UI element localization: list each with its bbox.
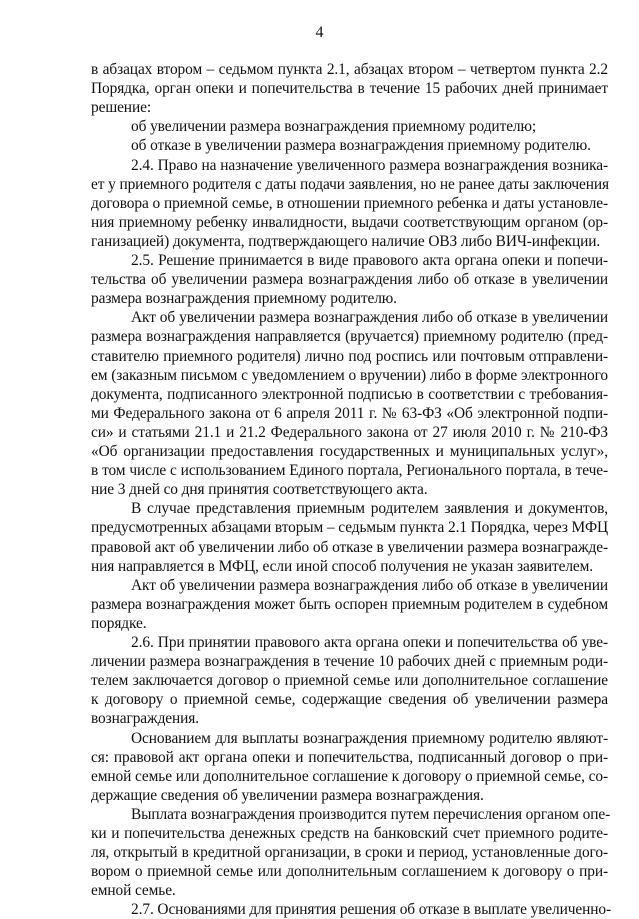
- text-line: ния приемному ребенку инвалидности, выдачи соответствующим органом (ор-: [91, 213, 608, 231]
- text-line: ставителю приемного родителя) лично под роспись или почтовым отправлени-: [91, 347, 608, 365]
- text-line: си» и статьями 21.1 и 21.2 Федерального закона от 27 июля 2010 г. № 210-ФЗ: [91, 423, 608, 441]
- text-line: ганизацией) документа, подтверждающего наличие ОВЗ либо ВИЧ-инфекции.: [91, 232, 601, 250]
- page-number: 4: [315, 24, 324, 41]
- text-line: правовой акт об увеличении либо об отказе в увеличении размера вознагражде-: [91, 538, 608, 556]
- text-line: в абзацах втором – седьмом пункта 2.1, абзацах втором – четвертом пункта 2.2: [91, 61, 608, 78]
- text-line: держащие сведения об увеличении размера вознаграждения.: [91, 786, 484, 804]
- text-line: ем (заказным письмом с уведомлением о вручении) либо в форме электронного: [91, 366, 608, 384]
- text-line: ми Федерального закона от 6 апреля 2011 г. № 63-ФЗ «Об электронной подпи-: [91, 404, 608, 422]
- text-line: 2.6. При принятии правового акта органа опеки и попечительства об уве-: [131, 634, 608, 651]
- text-line: 2.5. Решение принимается в виде правового акта органа опеки и попечи-: [131, 252, 608, 269]
- text-line: ся: правовой акт органа опеки и попечительства, подписанный договор о при-: [91, 748, 608, 766]
- text-line: об отказе в увеличении размера вознаграждения приемному родителю.: [131, 137, 591, 155]
- text-line: размера вознаграждения приемному родителю.: [91, 290, 397, 308]
- text-line: ния направляется в МФЦ, если иной способ получения не указан заявителем.: [91, 557, 594, 575]
- text-line: Выплата вознаграждения производится путем перечисления органом опе-: [131, 805, 611, 823]
- text-line: об увеличении размера вознаграждения приемному родителю;: [131, 118, 537, 136]
- text-line: вором о приемной семье или дополнительным соглашением к договору о при-: [91, 863, 608, 881]
- text-line: 2.7. Основаниями для принятия решения об отказе в выплате увеличенно-: [131, 901, 611, 919]
- text-line: Основанием для выплаты вознаграждения приемному родителю являют-: [131, 729, 608, 747]
- text-line: емной семье.: [91, 882, 176, 900]
- text-line: «Об организации предоставления государственных и муниципальных услуг»,: [91, 443, 608, 460]
- text-line: ля, открытый в кредитной организации, в сроки и период, установленные дого-: [91, 844, 608, 862]
- text-line: размера вознаграждения направляется (вручается) приемному родителю (пред-: [91, 328, 608, 346]
- text-line: Порядка, орган опеки и попечительства в течение 15 рабочих дней принимает: [91, 80, 608, 98]
- text-line: телем заключается договор о приемной семье или дополнительное соглашение: [91, 672, 608, 690]
- text-line: В случае представления приемным родителем заявления и документов,: [131, 500, 608, 518]
- text-line: Акт об увеличении размера вознаграждения либо об отказе в увеличении: [131, 309, 608, 327]
- text-line: Акт об увеличении размера вознаграждения либо об отказе в увеличении: [131, 576, 608, 594]
- text-line: решение:: [91, 99, 151, 117]
- text-line: ние 3 дней со дня принятия соответствующего акта.: [91, 481, 428, 499]
- text-line: ки и попечительства денежных средств на банковский счет приемного родите-: [91, 825, 608, 842]
- text-line: документа, подписанного электронной подписью в соответствии с требования-: [91, 385, 608, 403]
- text-line: личении размера вознаграждения в течение 10 рабочих дней с приемным роди-: [91, 653, 608, 671]
- text-line: к договору о приемной семье, содержащие сведения об увеличении размера: [91, 691, 608, 709]
- text-line: договора о приемной семье, в отношении приемного ребенка и даты установле-: [91, 194, 608, 212]
- text-line: 2.4. Право на назначение увеличенного размера вознаграждения возника-: [131, 156, 608, 174]
- text-line: вознаграждения.: [91, 710, 200, 728]
- text-line: предусмотренных абзацами вторым – седьмым пункта 2.1 Порядка, через МФЦ: [91, 519, 609, 537]
- text-line: тельства об увеличении размера вознаграждения либо об отказе в увеличении: [91, 271, 608, 289]
- text-line: емной семье или дополнительное соглашение к договору о приемной семье, со-: [91, 767, 608, 785]
- text-line: порядке.: [91, 614, 147, 632]
- text-line: в том числе с использованием Единого портала, Регионального портала, в тече-: [91, 462, 608, 480]
- text-line: ет у приемного родителя с даты подачи заявления, но не ранее даты заключения: [91, 175, 609, 193]
- text-line: размера вознаграждения может быть оспорен приемным родителем в судебном: [91, 595, 608, 613]
